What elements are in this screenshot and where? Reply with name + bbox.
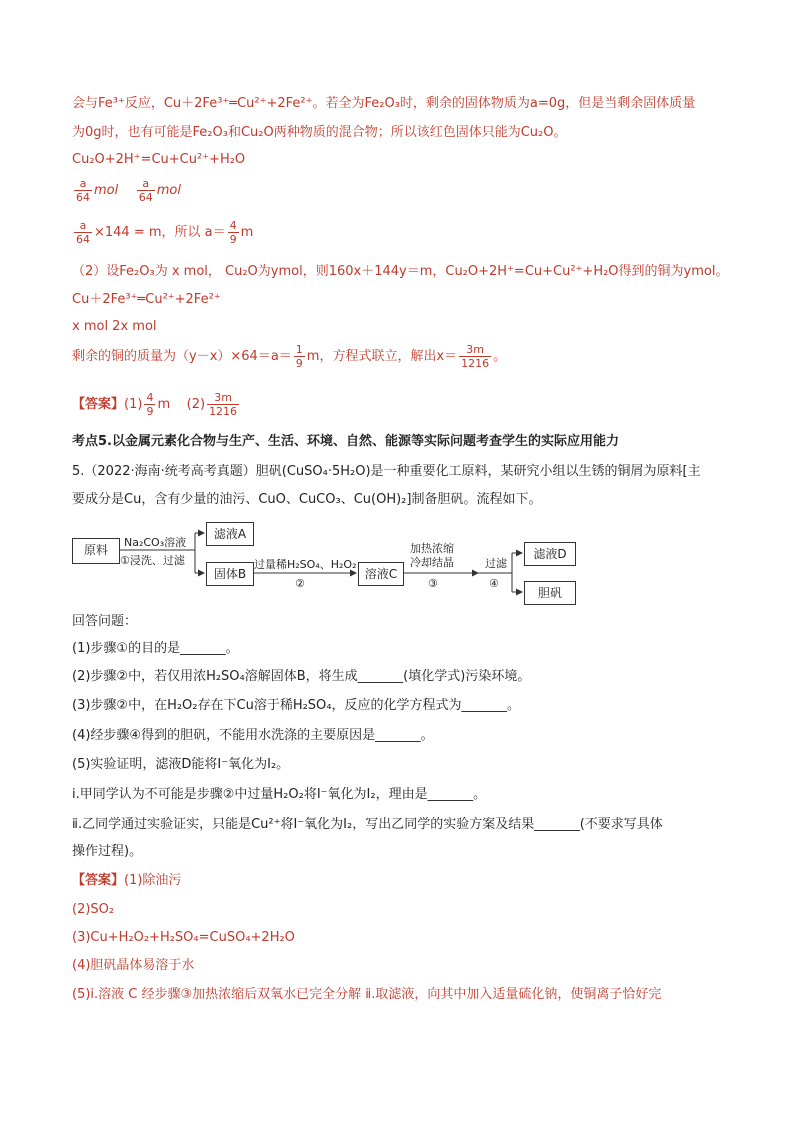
answer-2-line-5: (5)ⅰ.溶液 C 经步骤③加热浓缩后双氧水已完全分解 ⅱ.取滤液，向其中加入适量硫化钠，使铜离子恰好完 xyxy=(72,987,662,1002)
mass-relation-line: $\frac{a}{64}$ ×144 = m，所以 a＝ $\frac{4}{9}$ m xyxy=(76,219,254,246)
fraction: $\frac{a}{64}$ xyxy=(76,177,90,204)
flow-solution-c: 溶液C xyxy=(358,562,404,586)
fraction: $\frac{4}{9}$ xyxy=(146,391,154,418)
question-5-line-2: 要成分是Cu，含有少量的油污、CuO、CuCO₃、Cu(OH)₂]制备胆矾。流程如下。 xyxy=(72,492,542,507)
flow-raw-material: 原料 xyxy=(72,538,120,564)
copper-mass-line: 剩余的铜的质量为（y－x）×64＝a＝ $\frac{1}{9}$ m，方程式联立，解出x＝ $\frac{3m}{1216}$ 。 xyxy=(72,343,507,370)
fraction: $\frac{1}{9}$ xyxy=(295,343,303,370)
flow-step3-label: ③ xyxy=(428,577,438,590)
section-heading: 考点5.以金属元素化合物与生产、生活、环境、自然、能源等实际问题考查学生的实际应用能力 xyxy=(72,434,619,449)
question-2: (2)步骤②中，若仅用浓H₂SO₄溶解固体B，将生成_______(填化学式)污染环境。 xyxy=(72,669,531,684)
answer-2-line-2: (2)SO₂ xyxy=(72,902,115,917)
mol-fractions: $\frac{a}{64}$ mol $\frac{a}{64}$ mol xyxy=(76,177,181,204)
solution-line-1: 会与Fe³⁺反应，Cu＋2Fe³⁺═Cu²⁺+2Fe²⁺。若全为Fe₂O₃时，剩余的固体物质为a=0g，但是当剩余固体质量 xyxy=(72,96,696,111)
flow-step4-reagent: 过滤 xyxy=(485,557,507,570)
equation-line: Cu₂O+2H⁺=Cu+Cu²⁺+H₂O xyxy=(72,152,246,167)
question-4: (4)经步骤④得到的胆矾，不能用水洗涤的主要原因是_______。 xyxy=(72,728,434,743)
answer-2-line-1: 【答案】(1)除油污 xyxy=(72,873,182,888)
question-5-ii-line-1: ⅱ.乙同学通过实验证实，只能是Cu²⁺将I⁻氧化为I₂，写出乙同学的实验方案及结果_______(不要求写具体 xyxy=(72,817,663,832)
flow-solid-b: 固体B xyxy=(206,562,254,586)
question-5: (5)实验证明，滤液D能将I⁻氧化为I₂。 xyxy=(72,757,290,772)
flow-step1-label: ①浸洗、过滤 xyxy=(120,554,185,567)
flow-filtrate-d: 滤液D xyxy=(524,542,576,566)
question-1: (1)步骤①的目的是_______。 xyxy=(72,641,239,656)
fraction: $\frac{a}{64}$ xyxy=(76,219,90,246)
answer-2-line-4: (4)胆矾晶体易溶于水 xyxy=(72,958,195,973)
question-3: (3)步骤②中，在H₂O₂存在下Cu溶于稀H₂SO₄，反应的化学方程式为_______。 xyxy=(72,698,520,713)
answer-2-line-3: (3)Cu+H₂O₂+H₂SO₄=CuSO₄+2H₂O xyxy=(72,930,295,945)
flow-step4-label: ④ xyxy=(489,577,499,590)
flow-step3-reagent-2: 冷却结晶 xyxy=(410,556,454,569)
flow-step2-label: ② xyxy=(295,577,305,590)
flow-step3-reagent-1: 加热浓缩 xyxy=(410,542,454,555)
flow-step1-reagent: Na₂CO₃溶液 xyxy=(124,536,187,549)
solution-part2-line: （2）设Fe₂O₃为 x mol， Cu₂O为ymol，则160x＋144y＝m，Cu₂O+2H⁺=Cu+Cu²⁺+H₂O得到的铜为ymol。 xyxy=(72,264,729,279)
answer-tag: 【答案】 xyxy=(72,397,125,412)
fraction: $\frac{a}{64}$ xyxy=(138,177,153,204)
answer-1: 【答案】(1) $\frac{4}{9}$ m (2) $\frac{3m}{1216}$ xyxy=(72,391,238,418)
question-5-i: ⅰ.甲同学认为不可能是步骤②中过量H₂O₂将I⁻氧化为I₂，理由是_______。 xyxy=(72,787,487,802)
flow-product: 胆矾 xyxy=(524,581,576,605)
flow-filtrate-a: 滤液A xyxy=(206,522,254,546)
mol-line: x mol 2x mol xyxy=(72,319,157,334)
equation-line-2: Cu＋2Fe³⁺═Cu²⁺+2Fe²⁺ xyxy=(72,292,221,307)
flow-step2-reagent: 过量稀H₂SO₄、H₂O₂ xyxy=(254,558,357,571)
fraction: $\frac{3m}{1216}$ xyxy=(461,343,490,370)
questions-intro: 回答问题： xyxy=(72,614,138,629)
question-5-line-1: 5.（2022·海南·统考高考真题）胆矾(CuSO₄·5H₂O)是一种重要化工原料，某研究小组以生锈的铜屑为原料[主 xyxy=(72,464,701,479)
question-5-ii-line-2: 操作过程)。 xyxy=(72,844,143,859)
answer-tag: 【答案】 xyxy=(72,873,125,888)
fraction: $\frac{3m}{1216}$ xyxy=(209,391,238,418)
solution-line-2: 为0g时，也有可能是Fe₂O₃和Cu₂O两种物质的混合物；所以该红色固体只能为Cu₂O。 xyxy=(72,125,567,140)
fraction: $\frac{4}{9}$ xyxy=(229,219,237,246)
